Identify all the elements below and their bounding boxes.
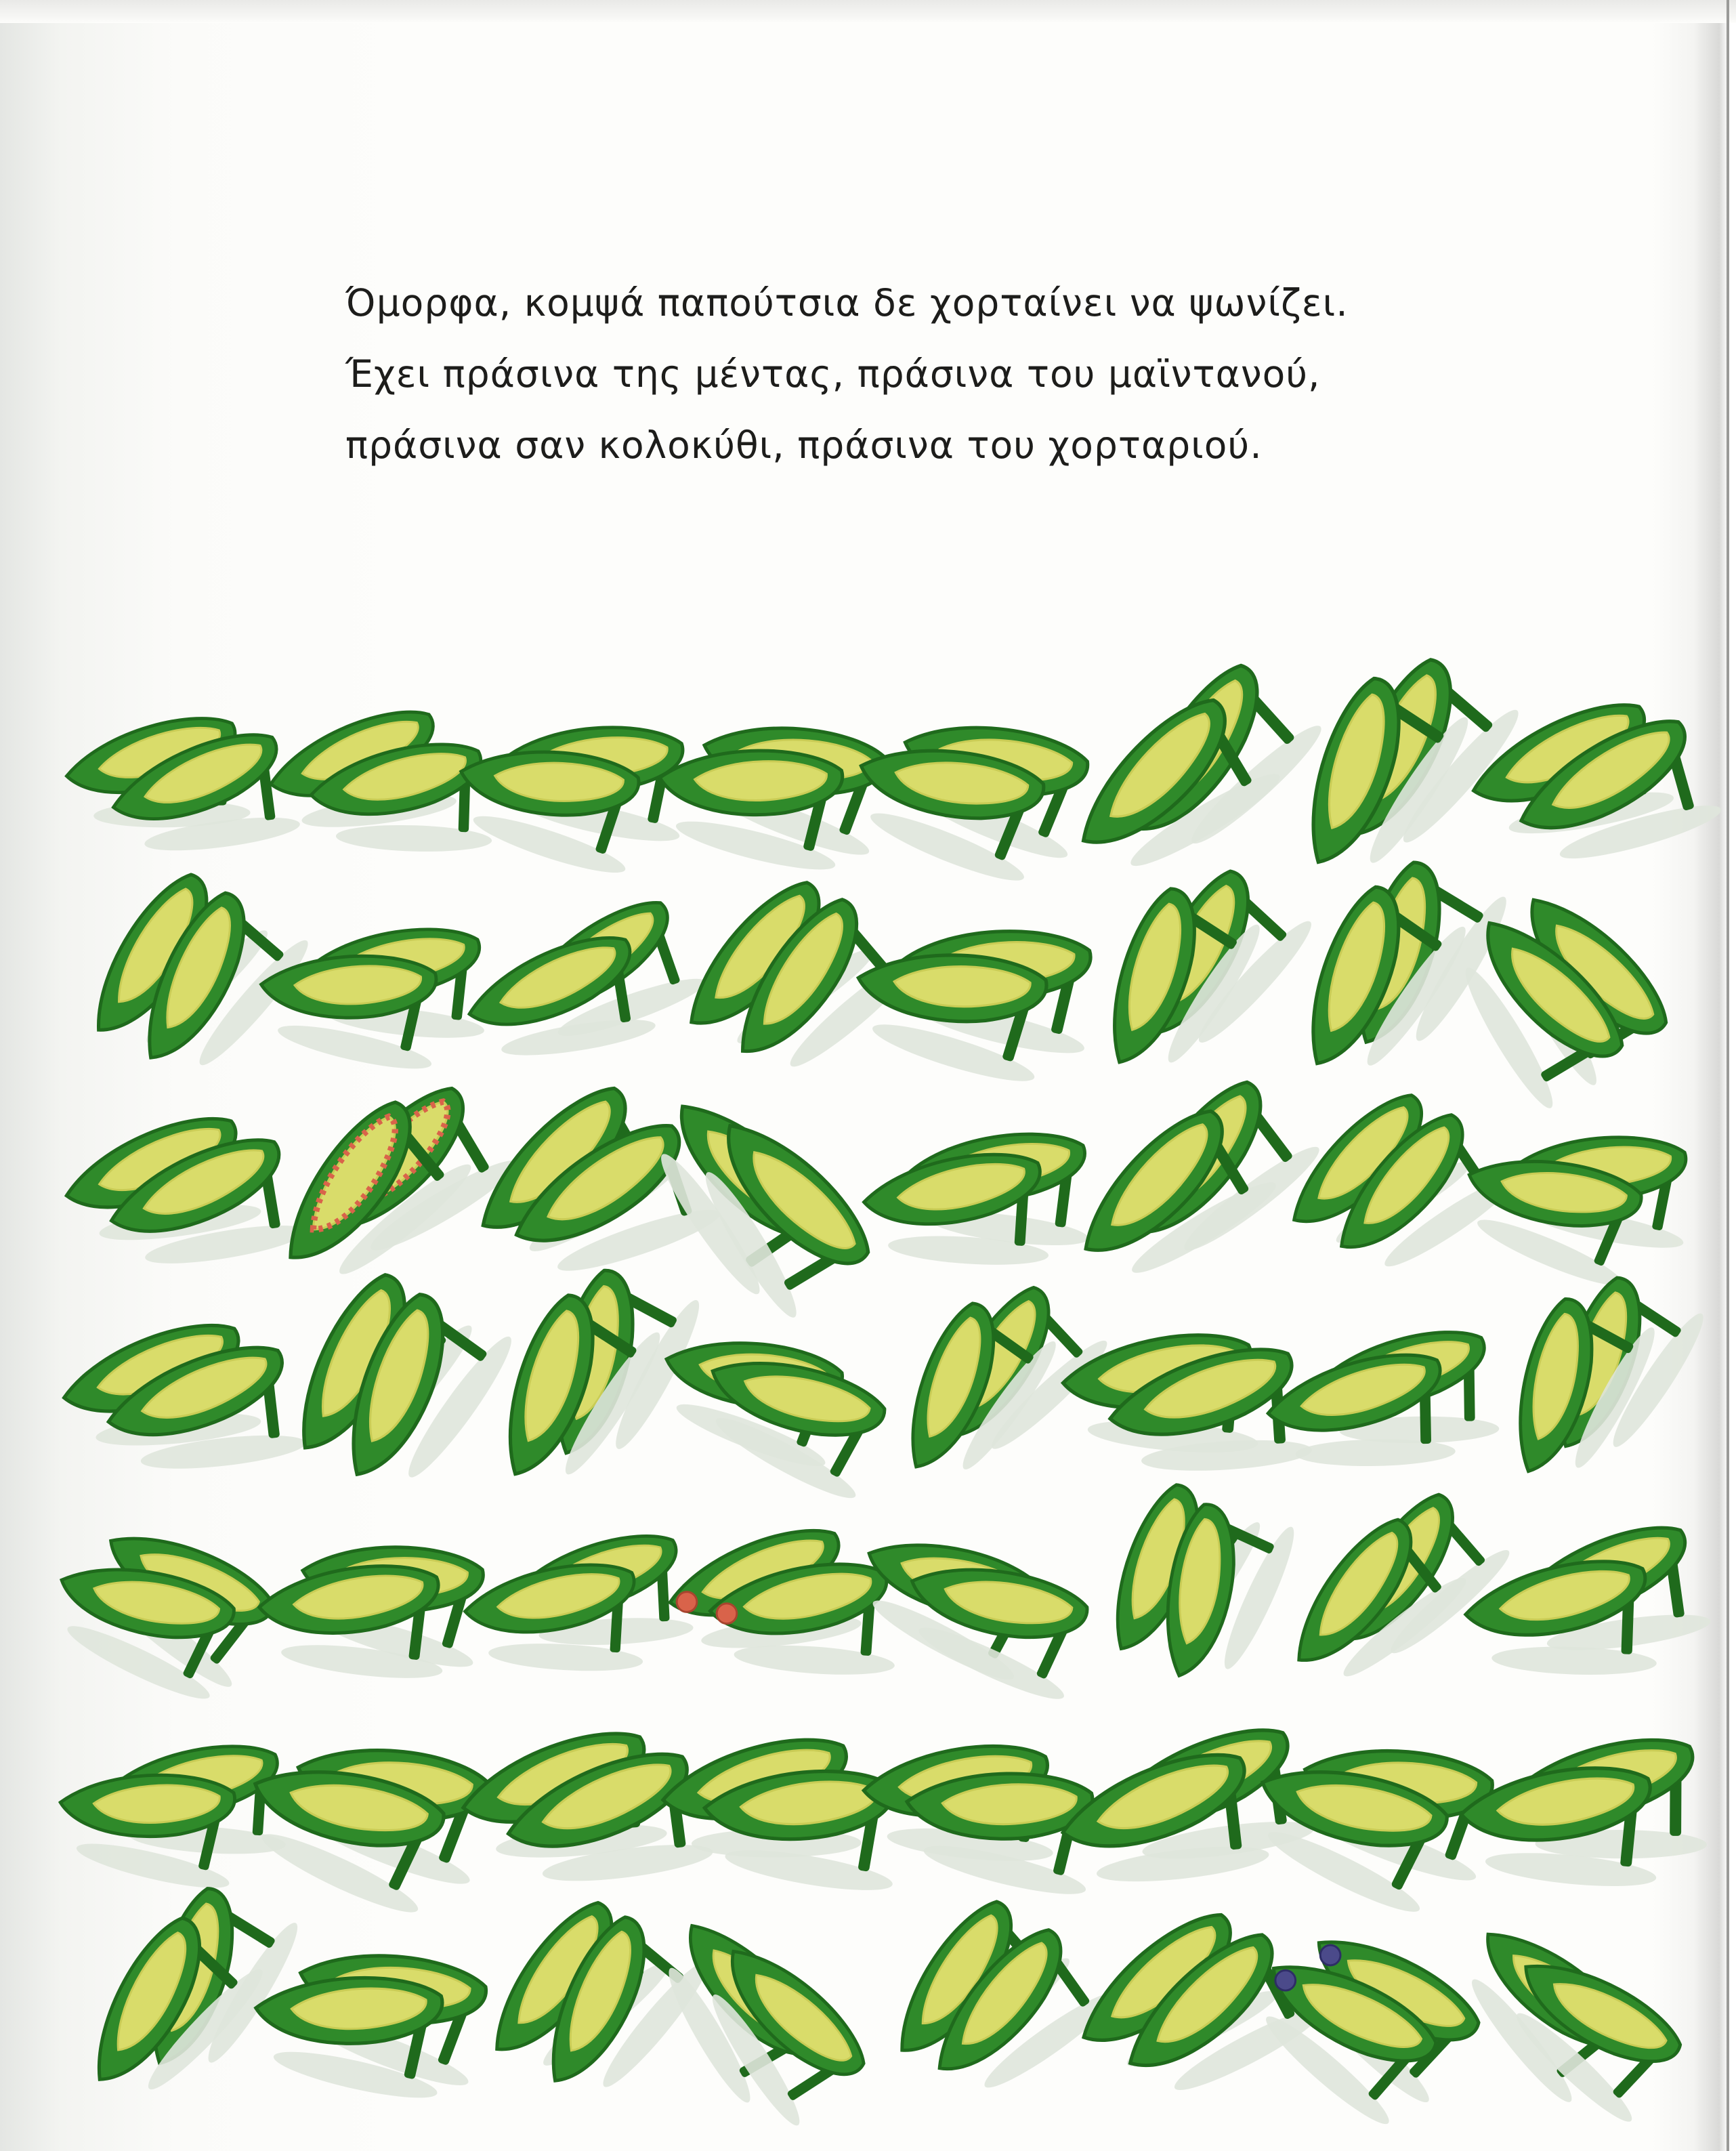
shoe-pair — [843, 1504, 1105, 1709]
shoe-pair — [1237, 1902, 1495, 2133]
verse-line-2: Έχει πράσινα της μέντας, πράσινα του μαϊντανού, — [345, 352, 1321, 396]
shoe-pair — [260, 1257, 522, 1509]
shoe-pair — [646, 692, 904, 879]
shoe-pair — [1055, 1067, 1327, 1298]
shoe-pair — [230, 1711, 507, 1923]
shoe — [1056, 1750, 1271, 1892]
shoe-pair — [253, 1074, 524, 1302]
shoe-pair — [462, 1534, 694, 1675]
shoe-pair — [1056, 1724, 1316, 1892]
shoe-pair — [1059, 1902, 1328, 2113]
shoe-pair — [1447, 1900, 1696, 2131]
shoe-pair — [461, 892, 709, 1067]
shoe-pair — [1441, 871, 1680, 1114]
shoe-pair — [58, 1321, 307, 1478]
shoe-pair — [66, 717, 302, 860]
shoe-pair — [48, 1738, 292, 1897]
shoe-pair — [1456, 1739, 1708, 1892]
shoe-pair — [1053, 649, 1330, 892]
verse-line-1: Όμορφα, κομψά παπούτσια δε χορταίνει να ψωνίζει. — [345, 281, 1349, 325]
shoe-pair — [444, 704, 699, 883]
shoe-pair — [59, 1113, 309, 1276]
shoe-pair — [866, 1886, 1122, 2112]
shoe-pair — [841, 903, 1108, 1091]
shoe — [253, 1551, 454, 1684]
shoe-pair — [1480, 1261, 1713, 1497]
shoe-pair — [249, 916, 494, 1077]
shoe-pair — [858, 1732, 1110, 1903]
shoe-pair — [1269, 844, 1517, 1095]
shoe-pair — [662, 1740, 910, 1898]
shoe-pair — [664, 1526, 902, 1679]
shoe-pair — [1464, 1522, 1712, 1677]
shoe-pair — [466, 1252, 709, 1505]
shoe-pair — [58, 1871, 308, 2118]
shoe-pair — [635, 1073, 882, 1324]
shoe-pair — [264, 707, 495, 854]
shoe — [462, 1558, 648, 1675]
shoe — [860, 1146, 1055, 1269]
verse-line-3: πράσινα σαν κολοκύθι, πράσινα του χορταριού. — [345, 423, 1263, 467]
shoe-pair — [1265, 1480, 1517, 1701]
shoe-pair — [840, 689, 1105, 891]
shoe-pair — [1072, 855, 1320, 1093]
shoe-pair — [860, 1119, 1100, 1269]
shoe-pair — [646, 1898, 877, 2132]
shoe — [58, 1902, 272, 2118]
shoe-pair — [38, 1497, 290, 1709]
shoe-pair — [253, 1516, 500, 1685]
shoe-pair — [1076, 1468, 1303, 1698]
